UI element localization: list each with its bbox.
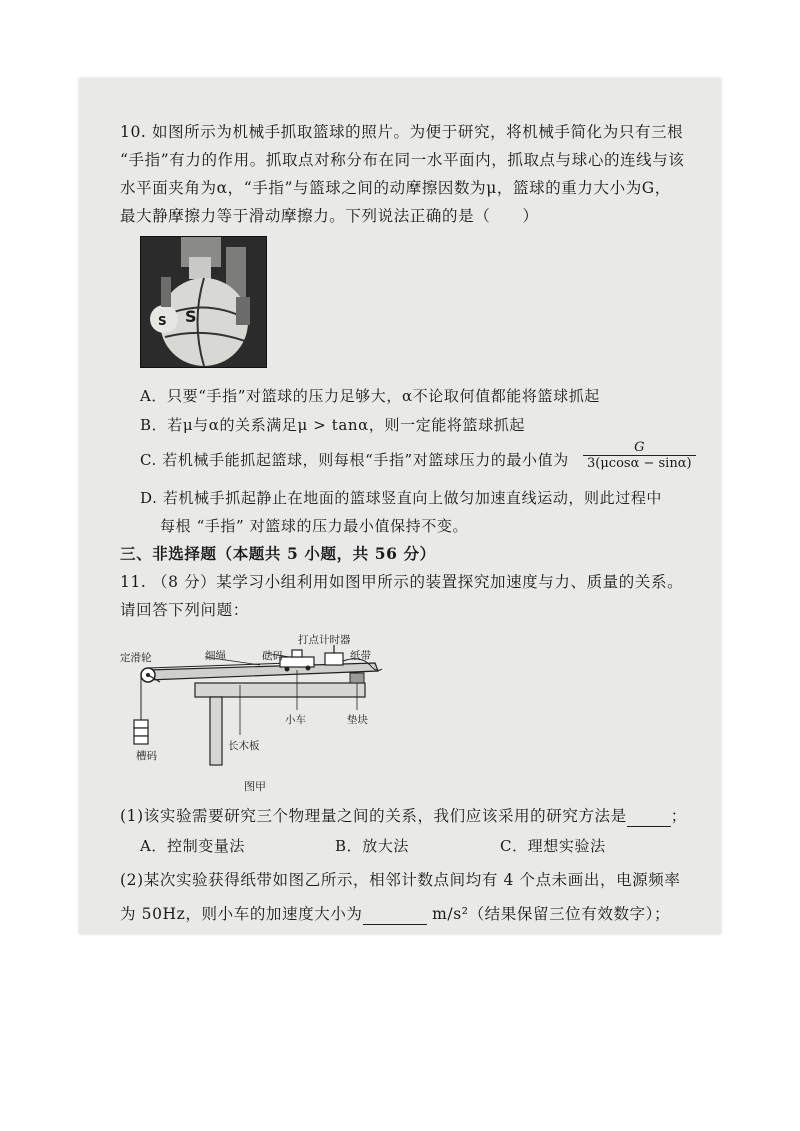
q10-line-4: 最大静摩擦力等于滑动摩擦力。下列说法正确的是（ ）	[120, 207, 539, 225]
ball-letter-small: S	[158, 314, 167, 328]
label-weight: 砝码	[262, 650, 283, 662]
q11-line-1: 11. （8 分）某学习小组利用如图甲所示的装置探究加速度与力、质量的关系。	[120, 573, 684, 591]
q11-part-2-line-2	[120, 904, 670, 925]
label-tape: 纸带	[350, 650, 371, 662]
q10-option-c: C. 若机械手能抓起篮球，则每根“手指”对篮球压力的最小值为	[140, 451, 569, 469]
label-hook-weights: 槽码	[136, 750, 157, 762]
figure-caption: 图甲	[244, 780, 266, 793]
q11-part-2-unit: m/s²	[432, 905, 469, 923]
q11-part-2-pre: 为 50Hz，则小车的加速度大小为	[120, 905, 363, 923]
section-heading: 三、非选择题（本题共 5 小题，共 56 分）	[120, 544, 436, 563]
q10-option-b: B．若μ与α的关系满足μ > tanα，则一定能将篮球抓起	[140, 416, 525, 434]
fraction-numerator: G	[583, 440, 696, 456]
robot-hand-basketball-photo	[140, 236, 267, 368]
label-cart: 小车	[285, 714, 306, 726]
q11-part-1-option-c: C．理想实验法	[500, 837, 606, 855]
answer-blank-1[interactable]	[627, 806, 671, 827]
label-block: 垫块	[347, 714, 368, 726]
ball-letter: S	[185, 307, 197, 326]
q11-line-2: 请回答下列问题：	[120, 601, 249, 619]
label-rope: 细绳	[205, 650, 226, 662]
q11-part-1-option-b: B．放大法	[335, 837, 410, 855]
q10-line-3: 水平面夹角为α，“手指”与篮球之间的动摩擦因数为μ，篮球的重力大小为G，	[120, 179, 671, 197]
fraction-denominator: 3(μcosα − sinα)	[587, 456, 692, 471]
q11-part-1	[120, 806, 687, 827]
label-board: 长木板	[228, 740, 260, 752]
label-timer: 打点计时器	[298, 634, 351, 646]
q11-part-1-option-a: A．控制变量法	[140, 837, 246, 855]
q11-part-1-end: ；	[670, 807, 687, 825]
q11-part-2-post: （结果保留三位有效数字）；	[468, 905, 671, 923]
q11-part-2-line-1: (2)某次实验获得纸带如图乙所示，相邻计数点间均有 4 个点未画出，电源频率	[120, 871, 681, 889]
q10-line-2: “手指”有力的作用。抓取点对称分布在同一水平面内，抓取点与球心的连线与该	[120, 151, 685, 169]
answer-blank-2[interactable]	[363, 904, 427, 925]
q11-part-1-text: (1)该实验需要研究三个物理量之间的关系，我们应该采用的研究方法是	[120, 807, 627, 825]
q10-option-d-line-2: 每根 “手指” 对篮球的压力最小值保持不变。	[160, 517, 469, 535]
q10-line-1: 10. 如图所示为机械手抓取篮球的照片。为便于研究，将机械手简化为只有三根	[120, 123, 684, 141]
q10-option-d-line-1: D. 若机械手抓起静止在地面的篮球竖直向上做匀加速直线运动，则此过程中	[140, 489, 663, 507]
q10-option-c-fraction	[583, 440, 696, 471]
q10-option-a: A．只要“手指”对篮球的压力足够大，α不论取何值都能将篮球抓起	[140, 387, 600, 405]
label-pulley: 定滑轮	[120, 652, 152, 664]
